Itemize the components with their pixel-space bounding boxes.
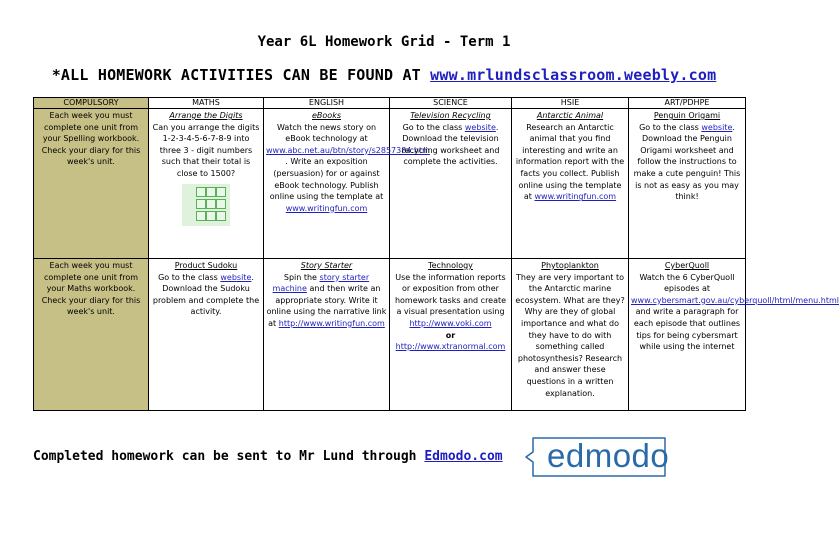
- cell-english-ebooks: eBooks Watch the news story on eBook technology at www.abc.net.au/btn/story/s2857384.htm . Write an exposition (persuasion) for or against eBook technology. Publish online using the template at www.writingfun.com: [264, 109, 390, 259]
- cybersmart-link[interactable]: www.cybersmart.gov.au/cyberquoll/html/menu.html: [631, 295, 839, 305]
- edmodo-logo: [525, 434, 675, 480]
- cell-english-story-starter: Story Starter Spin the story starter machine and then write an appropriate story. Write it online using the narrative link at http://www.writingfun.com: [264, 259, 390, 411]
- page-title: Year 6L Homework Grid - Term 1: [257, 34, 511, 50]
- task-title: Penguin Origami: [653, 111, 721, 120]
- classroom-website-link[interactable]: www.mrlundsclassroom.weebly.com: [430, 66, 717, 84]
- page-subtitle: [0, 66, 768, 84]
- header-hsie: HSIE: [512, 98, 629, 109]
- or-text: or: [445, 330, 456, 340]
- cell-art-cyberquoll: CyberQuoll Watch the 6 CyberQuoll episodes at www.cybersmart.gov.au/cyberquoll/html/menu.html and write a paragraph for each episode that outlines tips for being cybersmart while using the internet: [629, 259, 746, 411]
- task-title: Product Sudoku: [174, 261, 238, 270]
- cell-science-television-recycling: Television Recycling Go to the class website. Download the television recycling worksheet and complete the activities.: [390, 109, 512, 259]
- task-title: Antarctic Animal: [536, 111, 604, 120]
- story-starter-link[interactable]: story starter machine: [272, 272, 370, 294]
- footer-note: Completed homework can be sent to Mr Lund through Edmodo.com: [33, 449, 503, 464]
- header-science: SCIENCE: [390, 98, 512, 109]
- cell-compulsory-spelling: Each week you must complete one unit from your Spelling workbook. Check your diary for this week's unit.: [34, 109, 149, 259]
- cell-maths-product-sudoku: Product Sudoku Go to the class website. Download the Sudoku problem and complete the activity.: [149, 259, 264, 411]
- class-website-link[interactable]: website: [220, 272, 252, 282]
- voki-link[interactable]: http://www.voki.com: [409, 318, 492, 328]
- cell-science-technology: Technology Use the information reports or exposition from other homework tasks and create a visual presentation using http://www.voki.com or http://www.xtranormal.com: [390, 259, 512, 411]
- writingfun-link[interactable]: www.writingfun.com: [534, 192, 617, 202]
- task-title: CyberQuoll: [664, 261, 710, 270]
- header-compulsory: COMPULSORY: [34, 98, 149, 109]
- cell-art-penguin-origami: Penguin Origami Go to the class website. Download the Penguin Origami worksheet and follow the instructions to make a cute penguin! This is not as easy as you may think!: [629, 109, 746, 259]
- task-title: Arrange the Digits: [169, 111, 243, 120]
- cell-hsie-phytoplankton: Phytoplankton They are very important to the Antarctic marine ecosystem. What are they? Why are they of global importance and what do they have to do with something called photosynthesis? Research and answer these questions in a written explanation.: [512, 259, 629, 411]
- cell-maths-arrange-digits: Arrange the Digits Can you arrange the digits 1-2-3-4-5-6-7-8-9 into three 3 - digit numbers such that their total is close to 1500?: [149, 109, 264, 259]
- xtranormal-link[interactable]: http://www.xtranormal.com: [395, 342, 506, 352]
- writingfun-link[interactable]: http://www.writingfun.com: [278, 318, 385, 328]
- header-english: ENGLISH: [264, 98, 390, 109]
- task-title: Technology: [428, 261, 473, 270]
- task-title: eBooks: [312, 111, 341, 120]
- task-title: Television Recycling: [410, 111, 491, 120]
- cell-compulsory-maths: Each week you must complete one unit from your Maths workbook. Check your diary for this week's unit.: [34, 259, 149, 411]
- digit-grid-image: [182, 184, 230, 226]
- writingfun-link[interactable]: www.writingfun.com: [285, 203, 368, 213]
- task-title: Story Starter: [300, 261, 353, 270]
- cell-hsie-antarctic-animal: Antarctic Animal Research an Antarctic animal that you find interesting and write an information report with the facts you collect. Publish online using the template at www.writingfun.com: [512, 109, 629, 259]
- homework-grid: [33, 97, 839, 411]
- edmodo-link[interactable]: Edmodo.com: [424, 449, 503, 464]
- header-maths: MATHS: [149, 98, 264, 109]
- edmodo-logo-text: edmodo: [547, 437, 670, 474]
- subtitle-text: *ALL HOMEWORK ACTIVITIES CAN BE FOUND AT: [51, 66, 421, 84]
- task-title: Phytoplankton: [541, 261, 599, 270]
- class-website-link[interactable]: website: [464, 122, 496, 132]
- btn-story-link[interactable]: www.abc.net.au/btn/story/s2857384.htm: [266, 145, 430, 155]
- header-art-pdhpe: ART/PDHPE: [629, 98, 746, 109]
- class-website-link[interactable]: website: [701, 122, 733, 132]
